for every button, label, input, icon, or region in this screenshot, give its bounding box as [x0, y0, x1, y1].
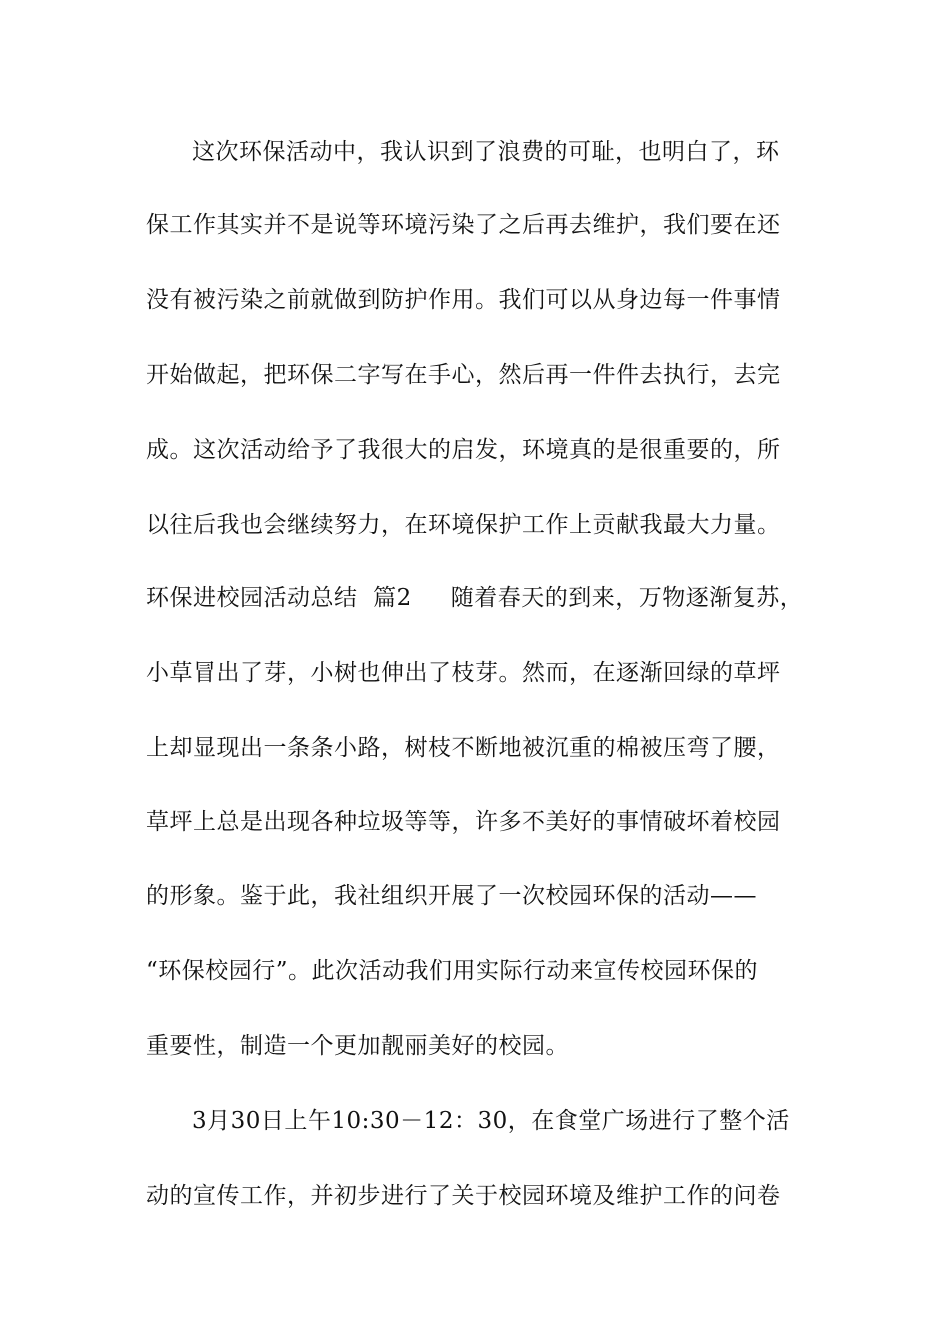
text-line: 上却显现出一条条小路，树枝不断地被沉重的棉被压弯了腰， — [146, 735, 781, 761]
text-line: 3月30日上午10:30－12：30，在食堂广场进行了整个活 — [192, 1108, 790, 1134]
text-line: 开始做起，把环保二字写在手心，然后再一件件去执行，去完 — [146, 362, 781, 388]
text-line: 重要性，制造一个更加靓丽美好的校园。 — [146, 1033, 569, 1059]
text-line: 这次环保活动中，我认识到了浪费的可耻，也明白了，环 — [192, 139, 780, 165]
text-line: 的形象。鉴于此，我社组织开展了一次校园环保的活动—— — [146, 883, 757, 909]
text-line: 小草冒出了芽，小树也伸出了枝芽。然而，在逐渐回绿的草坪 — [146, 660, 781, 686]
text-line: 成。这次活动给予了我很大的启发，环境真的是很重要的，所 — [146, 437, 781, 463]
text-line: 保工作其实并不是说等环境污染了之后再去维护，我们要在还 — [146, 212, 781, 238]
text-line: 动的宣传工作，并初步进行了关于校园环境及维护工作的问卷 — [146, 1183, 781, 1209]
text-line: “环保校园行”。此次活动我们用实际行动来宣传校园环保的 — [146, 958, 759, 984]
text-line: 没有被污染之前就做到防护作用。我们可以从身边每一件事情 — [146, 287, 781, 313]
text-line: 草坪上总是出现各种垃圾等等，许多不美好的事情破坏着校园 — [146, 809, 781, 835]
section-heading-line: 环保进校园活动总结 篇2 随着春天的到来，万物逐渐复苏， — [146, 585, 804, 611]
text-line: 以往后我也会继续努力，在环境保护工作上贡献我最大力量。 — [146, 512, 781, 538]
